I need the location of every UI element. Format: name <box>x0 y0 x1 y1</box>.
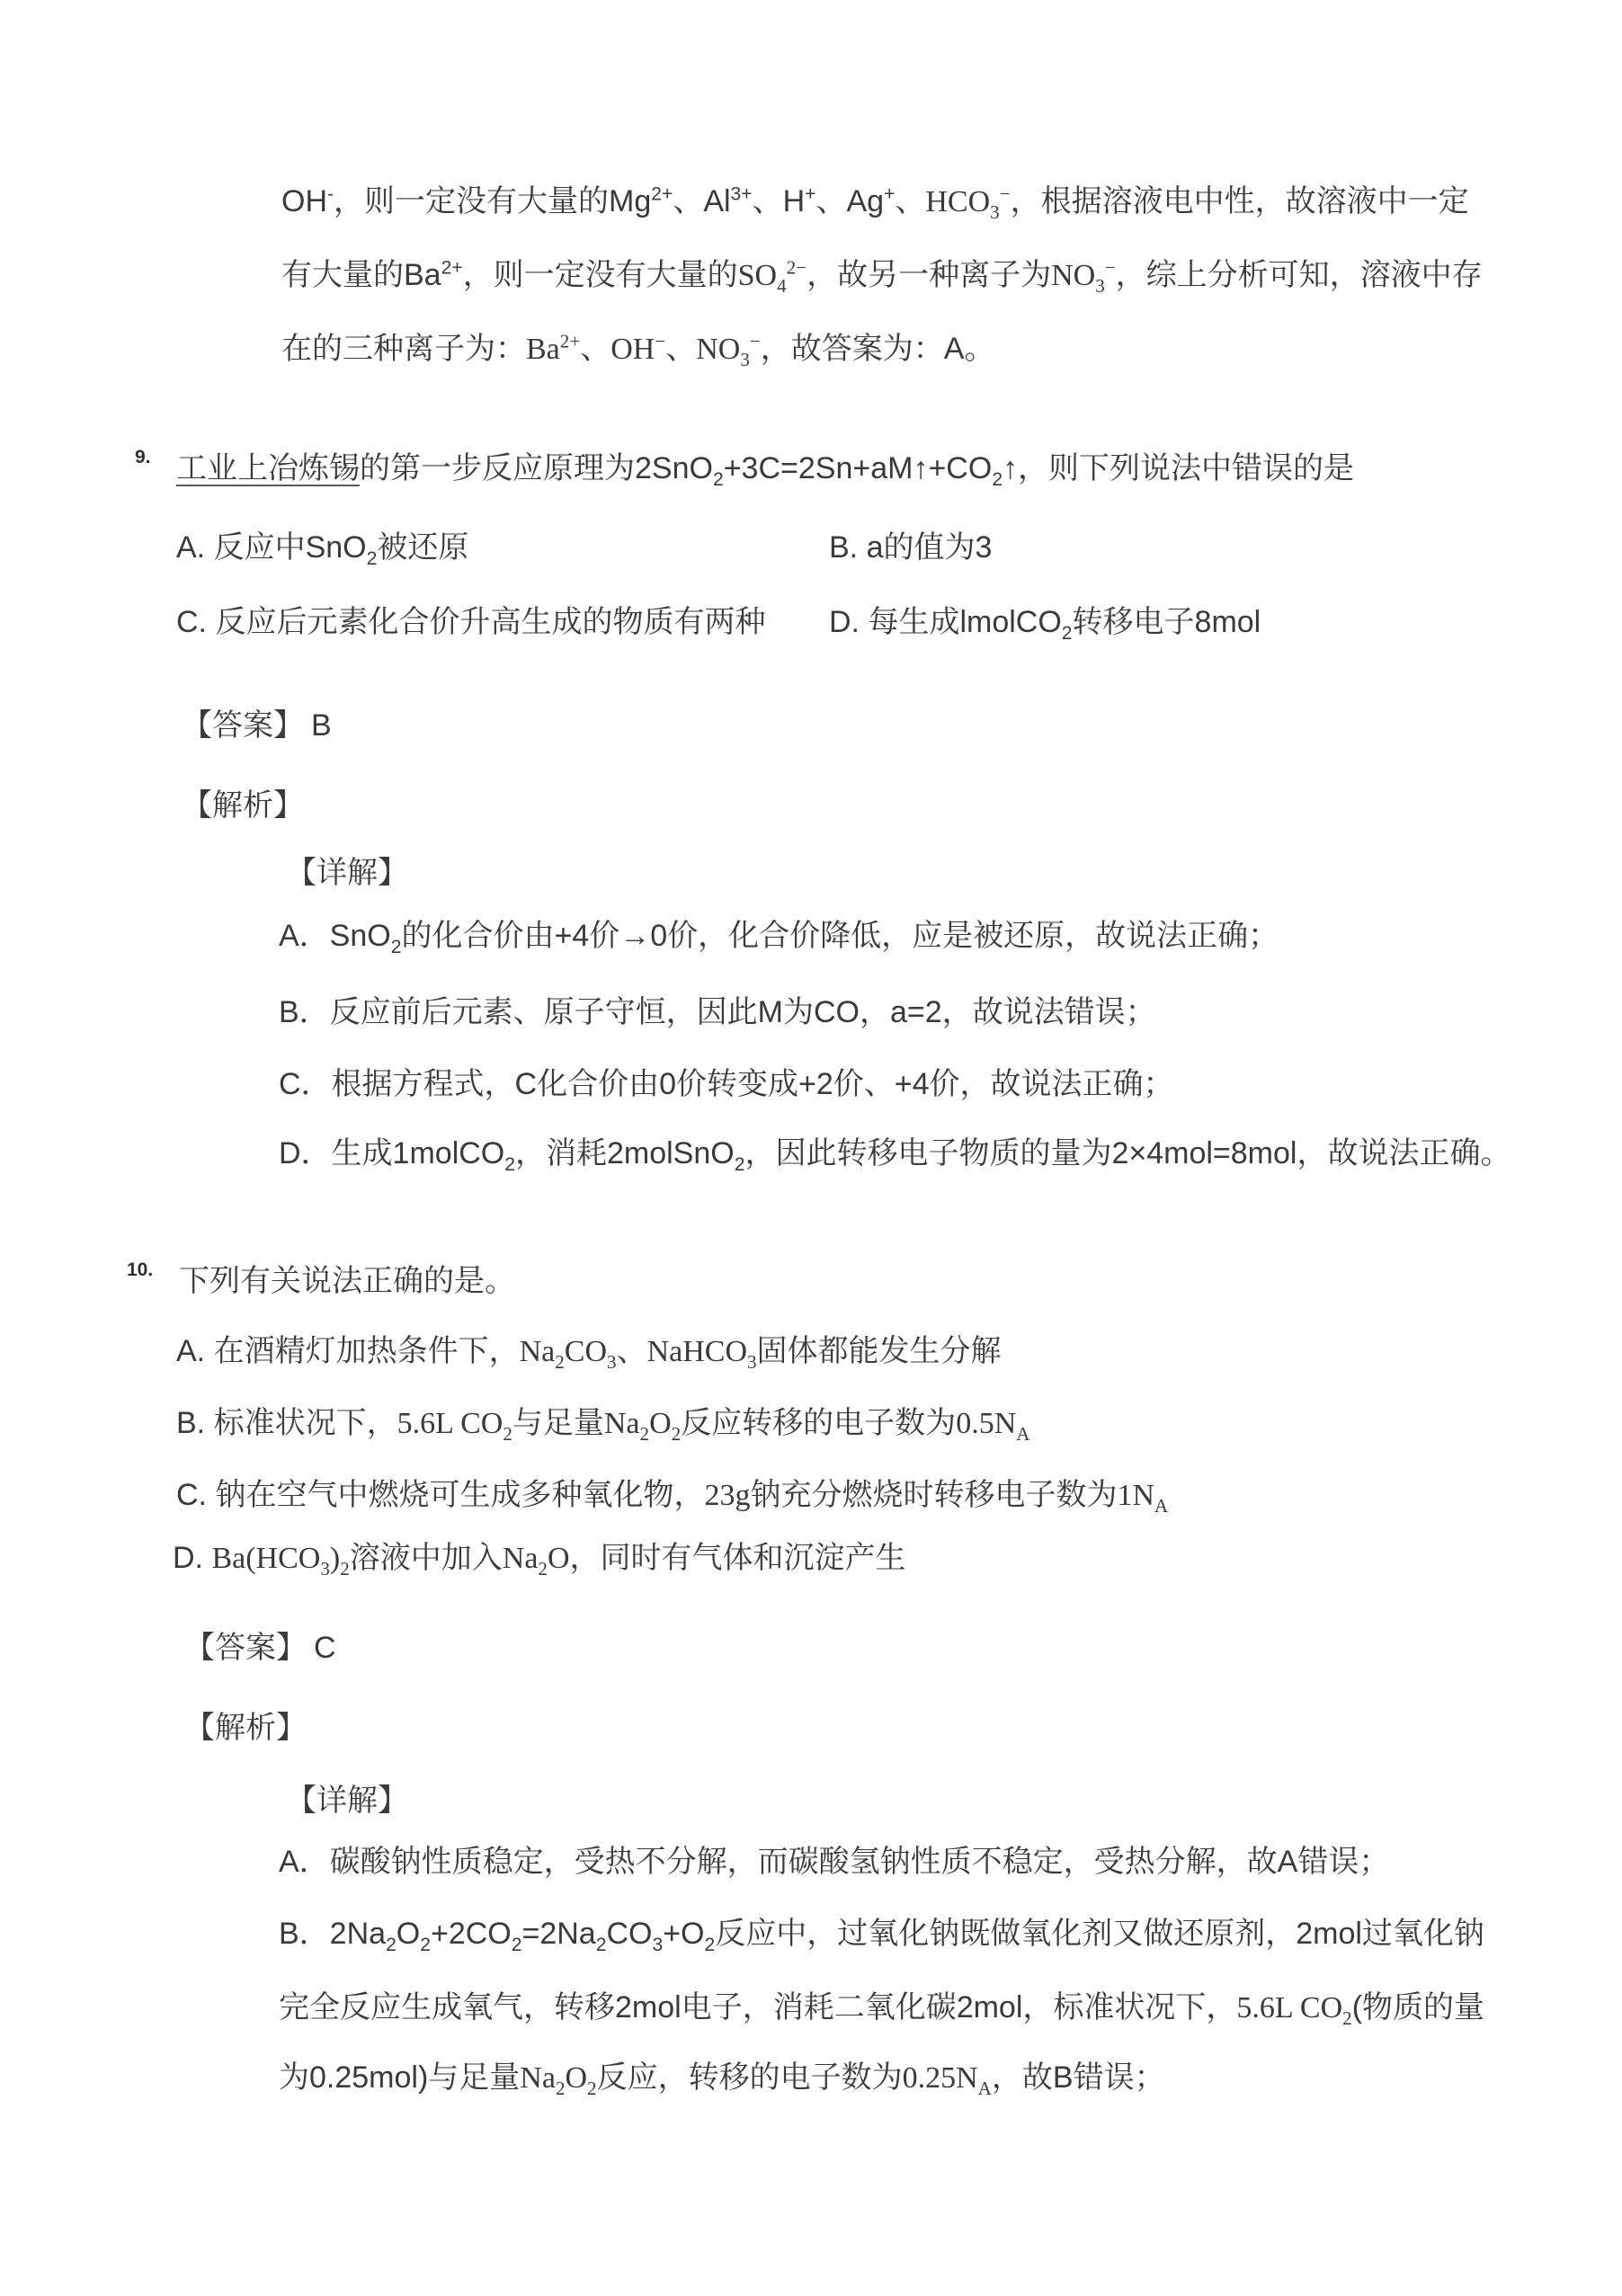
question-10-option-c: C. 钠在空气中燃烧可生成多种氧化物，23g钠充分燃烧时转移电子数为$1N_A$ <box>176 1478 1169 1517</box>
question-10-analysis-label: 【解析】 <box>184 1711 307 1745</box>
question-10-option-d: D. $Ba(HCO_3)_2$溶液中加入$Na_2O$，同时有气体和沉淀产生 <box>173 1541 906 1580</box>
intro-paragraph-line-2: 有大量的$Ba^{2+}$，则一定没有大量的$SO_4^{2-}$，故另一种离子为$NO_3^-$，综上分析可知，溶液中存 <box>281 256 1483 297</box>
answer-label: 【答案】 <box>182 708 304 743</box>
question-9-option-a: A. 反应中SnO$_2$被还原 <box>176 530 469 569</box>
question-9-analysis-label: 【解析】 <box>182 788 304 823</box>
question-9-explanation-d: D．生成1molCO$_2$，消耗2molSnO$_2$，因此转移电子物质的量为2×4mol=8mol，故说法正确。 <box>279 1136 1511 1175</box>
question-10-explanation-a: A．碳酸钠性质稳定，受热不分解，而碳酸氢钠性质不稳定，受热分解，故A错误； <box>279 1845 1390 1879</box>
question-9-option-b: B. a的值为3 <box>829 530 993 565</box>
answer-value: B <box>311 708 332 743</box>
question-9-stem: 工业上冶炼锡的第一步反应原理为$2SnO_2+3C=2Sn+aM↑+CO_2↑$，则下列说法中错误的是 <box>176 451 1355 490</box>
question-10-explanation-b-line-2: 完全反应生成氧气，转移2mol电子，消耗二氧化碳2mol，标准状况下，5.6L $CO_2$(物质的量 <box>279 1990 1485 2029</box>
question-9-option-d: D. 每生成lmolCO$_2$转移电子8mol <box>829 605 1261 644</box>
answer-value: C <box>314 1631 336 1665</box>
question-10-option-a: A. 在酒精灯加热条件下，$Na_2CO_3$、NaHCO$_3$固体都能发生分解 <box>176 1334 1002 1373</box>
question-10-explanation-b-line-3: 为0.25mol)与足量$Na_2O_2$反应，转移的电子数为$0.25N_A$，故B错误； <box>279 2060 1165 2099</box>
question-9-option-c: C. 反应后元素化合价升高生成的物质有两种 <box>176 605 766 639</box>
question-10-stem: 下列有关说法正确的是。 <box>179 1264 515 1298</box>
question-9-answer-line <box>182 707 332 745</box>
question-10-explanation-b-line-1: B．$2Na_2O_2+2CO_2=2Na_2CO_3+O_2$反应中，过氧化钠既做氧化剂又做还原剂，2mol过氧化钠 <box>279 1917 1484 1955</box>
question-9-explanation-c: C．根据方程式，C化合价由0价转变成+2价、+4价，故说法正确； <box>279 1067 1174 1101</box>
answer-label: 【答案】 <box>184 1631 307 1665</box>
question-9-detail-label: 【详解】 <box>286 856 408 890</box>
question-9-explanation-a: A．SnO$_2$的化合价由+4价→0价，化合价降低，应是被还原，故说法正确； <box>279 919 1279 957</box>
intro-paragraph-line-3: 在的三种离子为：$Ba^{2+}$、OH−、$NO_3^-$，故答案为：A。 <box>281 330 995 370</box>
question-10-number: 10. <box>127 1259 154 1280</box>
question-9-number: 9. <box>135 447 151 467</box>
question-10-answer-line <box>184 1629 336 1668</box>
question-10-option-b: B. 标准状况下，5.6L $CO_2$与足量$Na_2O_2$反应转移的电子数为$0.5N_A$ <box>176 1406 1030 1445</box>
intro-paragraph-line-1: OH-，则一定没有大量的$Mg^{2+}$、$Al^{3+}$、H+、Ag+、$HCO_3^-$，根据溶液电中性，故溶液中一定 <box>281 182 1469 223</box>
question-10-detail-label: 【详解】 <box>286 1784 408 1818</box>
question-9-explanation-b: B．反应前后元素、原子守恒，因此M为CO，a=2，故说法错误； <box>279 995 1156 1029</box>
